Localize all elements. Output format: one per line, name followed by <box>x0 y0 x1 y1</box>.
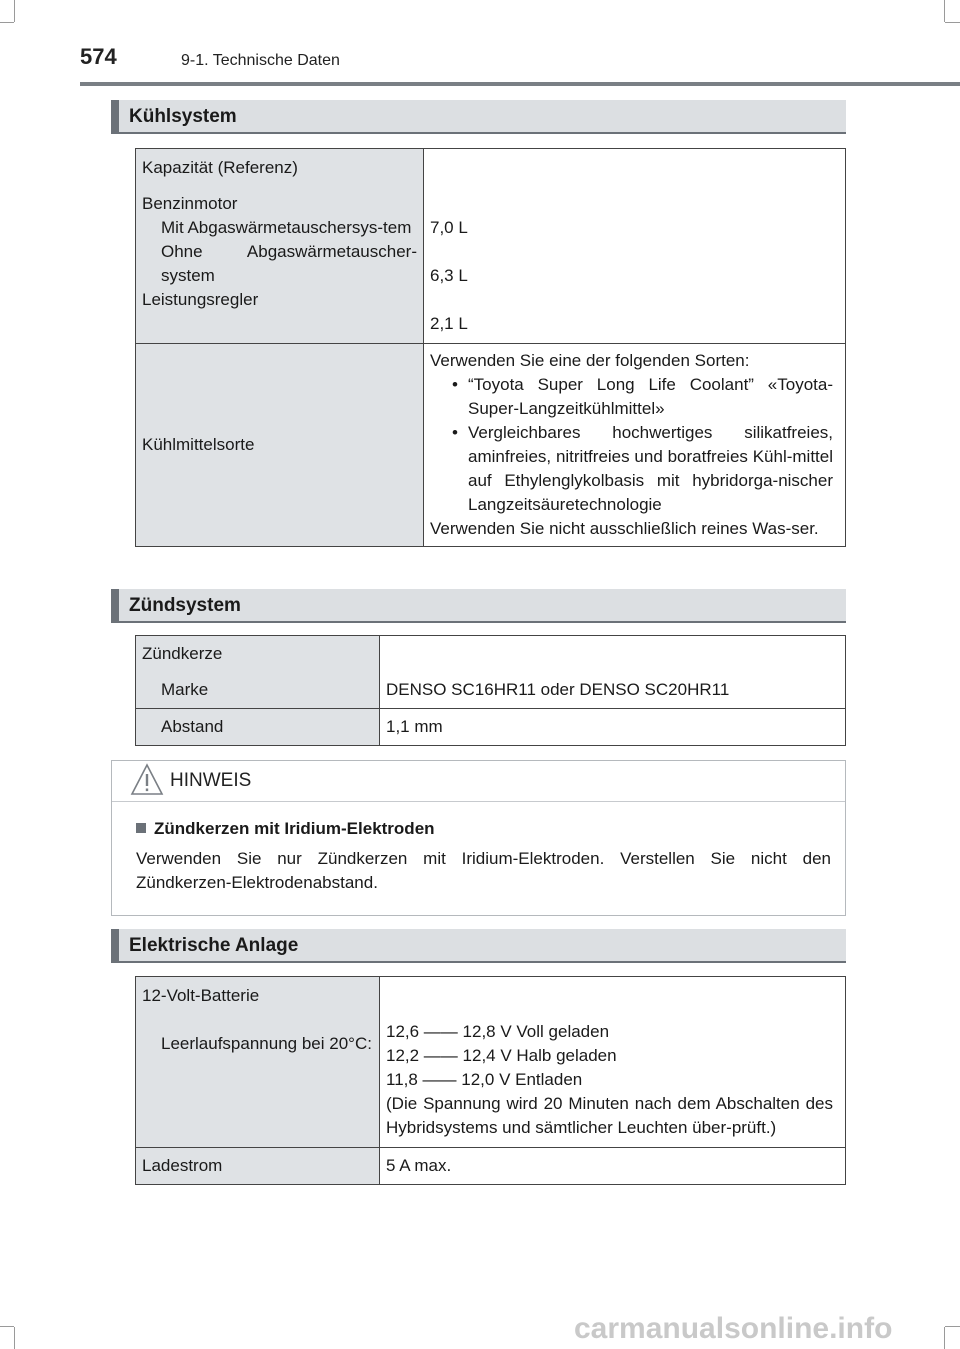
electrical-table <box>135 976 846 1185</box>
list-item: • Vergleichbares hochwertiges silikatfreies, aminfreies, nitritfreies und boratfreies Kühl-mittel auf Ethylenglykolbasis mit hybridorga-nischer Langzeitsäuretechnologie <box>430 421 833 517</box>
ignition-table <box>135 635 846 746</box>
notice-box <box>111 760 846 916</box>
header-rule <box>80 82 960 86</box>
with-exhaust-value: 7,0 L <box>430 218 468 237</box>
charge-value: 5 A max. <box>380 1148 846 1185</box>
section-heading-electrical <box>111 929 846 963</box>
table-row <box>136 1148 846 1185</box>
section-heading-ignition <box>111 589 846 623</box>
engine-label: Benzinmotor <box>142 194 238 213</box>
notice-subtitle <box>136 819 435 839</box>
table-row <box>136 149 846 344</box>
section-title: Kühlsystem <box>129 106 237 127</box>
section-title: Elektrische Anlage <box>129 935 299 956</box>
table-row <box>136 977 846 1148</box>
capacity-label: Kapazität (Referenz) <box>142 158 298 177</box>
cooling-table <box>135 148 846 547</box>
notice-subtitle-text: Zündkerzen mit Iridium-Elektroden <box>154 819 435 838</box>
coolant-option: Vergleichbares hochwertiges silikatfreies, aminfreies, nitritfreies und boratfreies Kühl-mittel auf Ethylenglykolbasis mit hybridorga-nischer Langzeitsäuretechnologie <box>468 423 833 514</box>
section-title: Zündsystem <box>129 595 241 616</box>
notice-header <box>112 761 845 802</box>
voltage-line: 12,2 —— 12,4 V Halb geladen <box>386 1046 617 1065</box>
warning-icon <box>130 763 164 802</box>
plug-label: Zündkerze <box>142 644 223 663</box>
voltage-note: (Die Spannung wird 20 Minuten nach dem Abschalten des Hybridsystems und sämtlicher Leuchten über-prüft.) <box>386 1094 833 1137</box>
brand-value: DENSO SC16HR11 oder DENSO SC20HR11 <box>386 680 730 699</box>
chapter-title: 9-1. Technische Daten <box>181 52 340 69</box>
coolant-warning: Verwenden Sie nicht ausschließlich reines Was-ser. <box>430 519 819 538</box>
notice-text: Verwenden Sie nur Zündkerzen mit Iridium-Elektroden. Verstellen Sie nicht den Zündkerzen-Elektrodenabstand. <box>136 849 831 892</box>
crop-mark <box>945 22 960 23</box>
gap-label: Abstand <box>161 717 224 736</box>
voltage-line: 11,8 —— 12,0 V Entladen <box>386 1070 583 1089</box>
table-value-cell <box>424 149 846 344</box>
table-label-cell <box>136 636 380 709</box>
table-row <box>136 636 846 709</box>
idle-voltage-label: Leerlaufspannung bei 20°C: <box>161 1034 372 1053</box>
coolant-intro: Verwenden Sie eine der folgenden Sorten: <box>430 351 750 370</box>
coolant-value-cell <box>424 344 846 547</box>
gap-value: 1,1 mm <box>380 709 846 746</box>
without-exhaust-value: 6,3 L <box>430 266 468 285</box>
watermark: carmanualsonline.info <box>574 1312 893 1345</box>
crop-mark <box>945 1326 960 1327</box>
voltage-line: 12,6 —— 12,8 V Voll geladen <box>386 1022 610 1041</box>
crop-mark <box>0 22 14 23</box>
power-regulator-value: 2,1 L <box>430 314 468 333</box>
table-row <box>136 709 846 746</box>
table-value-cell <box>380 636 846 709</box>
table-value-cell <box>380 977 846 1148</box>
battery-label: 12-Volt-Batterie <box>142 986 260 1005</box>
crop-mark <box>944 0 945 22</box>
page-number: 574 <box>80 44 117 69</box>
coolant-option: “Toyota Super Long Life Coolant” «Toyota-Super-Langzeitkühlmittel» <box>468 375 833 418</box>
power-regulator-label: Leistungsregler <box>142 290 259 309</box>
table-label-cell <box>136 149 424 344</box>
section-heading-cooling <box>111 100 846 134</box>
gap-label-cell <box>136 709 380 746</box>
crop-mark <box>14 1327 15 1349</box>
crop-mark <box>14 0 15 22</box>
list-item: • “Toyota Super Long Life Coolant” «Toyota-Super-Langzeitkühlmittel» <box>430 373 833 421</box>
with-exhaust-label: Mit Abgaswärmetauschersys-tem <box>161 218 412 237</box>
square-bullet-icon <box>136 823 146 833</box>
crop-mark <box>944 1327 945 1349</box>
table-label-cell <box>136 977 380 1148</box>
charge-label: Ladestrom <box>136 1148 380 1185</box>
notice-title: HINWEIS <box>170 770 252 791</box>
table-row <box>136 344 846 547</box>
without-exhaust-label: Ohne Abgaswärmetauscher-system <box>161 242 417 285</box>
brand-label: Marke <box>161 680 209 699</box>
crop-mark <box>0 1326 14 1327</box>
coolant-label: Kühlmittelsorte <box>136 344 424 547</box>
